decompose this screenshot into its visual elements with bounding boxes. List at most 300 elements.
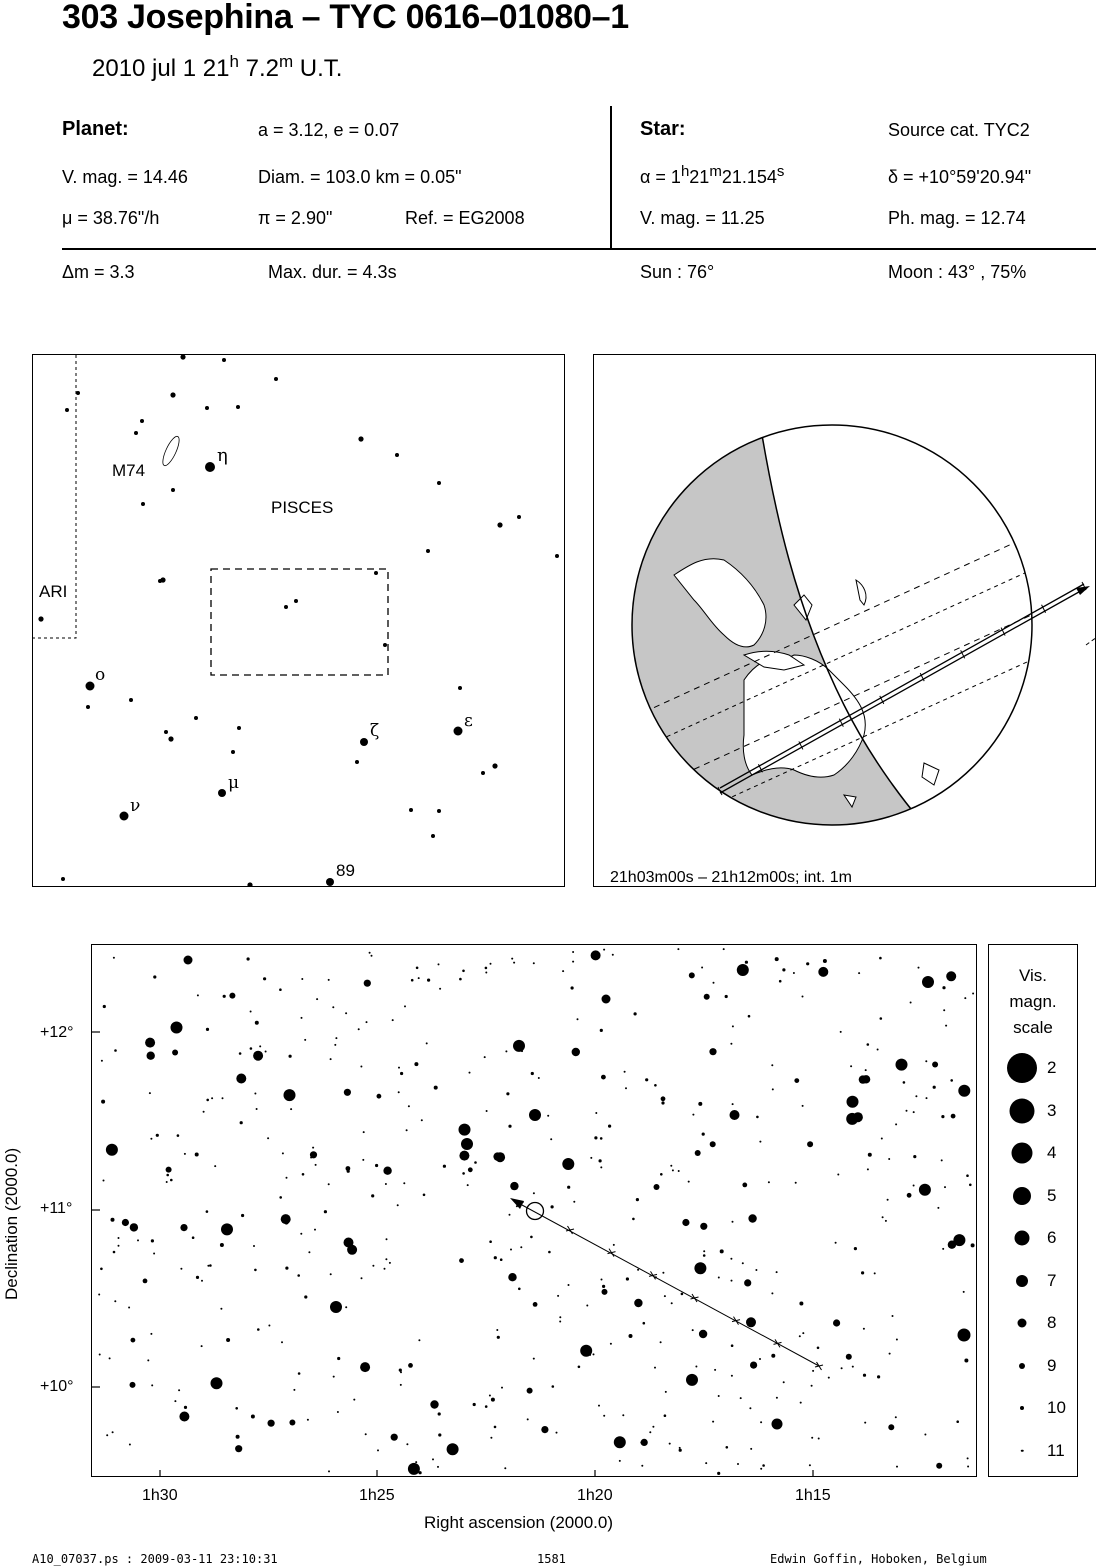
field-star (919, 1184, 931, 1196)
field-star (398, 1067, 400, 1069)
field-star (854, 1247, 857, 1250)
field-star (333, 1376, 335, 1378)
field-star (362, 1159, 364, 1161)
field-star (950, 1079, 953, 1082)
finder-star (236, 405, 240, 409)
field-star (282, 1152, 284, 1154)
max-duration: Max. dur. = 4.3s (268, 262, 397, 282)
field-star (573, 1201, 575, 1203)
field-star (969, 1184, 972, 1187)
field-star (166, 1181, 168, 1183)
field-star (771, 1292, 773, 1294)
finder-star (61, 877, 65, 881)
field-star (964, 997, 966, 999)
field-star (180, 1224, 187, 1231)
finder-star (237, 726, 241, 730)
field-star (967, 1466, 969, 1468)
field-star (858, 972, 860, 974)
legend-magnitude-label: 5 (1047, 1185, 1057, 1205)
field-star (207, 1265, 209, 1267)
field-star (823, 959, 827, 963)
field-star (241, 1214, 244, 1217)
field-star (730, 1258, 732, 1260)
field-star (490, 963, 492, 965)
field-star (943, 1009, 945, 1011)
star-omicron (86, 682, 95, 691)
finder-star (383, 643, 387, 647)
field-star (944, 1186, 946, 1188)
star-zeta-label: ζ (370, 721, 380, 741)
field-star (762, 1464, 765, 1467)
field-star (437, 1466, 439, 1468)
field-star (510, 1249, 512, 1251)
field-star (423, 1194, 426, 1197)
bright-field-star (958, 1329, 971, 1342)
field-star (265, 1051, 267, 1053)
field-star (416, 967, 419, 970)
field-star (783, 1381, 785, 1383)
field-star (377, 1449, 379, 1451)
field-star (533, 962, 535, 964)
field-star (284, 1089, 296, 1101)
magnitude-drop: Δm = 3.3 (62, 262, 135, 282)
field-star (459, 1151, 469, 1161)
field-star (220, 1243, 224, 1247)
star-nu (120, 812, 129, 821)
x-tick-label: 1h25 (359, 1487, 395, 1504)
field-star (279, 988, 282, 991)
field-star (963, 1291, 965, 1293)
field-star (636, 1198, 639, 1201)
date-prefix: 2010 jul 1 21 (92, 55, 230, 82)
legend-title-line: magn. (1009, 992, 1057, 1011)
field-star (462, 970, 465, 973)
field-star (468, 1167, 473, 1172)
field-star (695, 1150, 701, 1156)
field-star (701, 967, 703, 969)
bright-field-star (461, 1138, 473, 1150)
field-star (353, 1399, 355, 1401)
field-star (654, 1184, 660, 1190)
field-star (485, 1405, 488, 1408)
field-star (101, 1100, 105, 1104)
legend-row (989, 1270, 1077, 1321)
field-star (474, 1161, 477, 1164)
field-star (660, 1173, 663, 1176)
star-eta-label: η (217, 445, 228, 466)
field-star (725, 995, 728, 998)
field-star (863, 1374, 866, 1377)
legend-magnitude-dot (1012, 1143, 1033, 1164)
field-star (737, 964, 749, 976)
field-star (903, 1081, 906, 1084)
field-star (335, 1037, 337, 1039)
footer-number: 1581 (537, 1552, 566, 1566)
alpha-prefix: α = 1 (640, 167, 681, 187)
y-tick-label: +11° (40, 1200, 73, 1217)
finder-star (284, 605, 288, 609)
field-star (293, 1389, 295, 1391)
finder-star (555, 554, 559, 558)
finder-background-stars (38, 355, 559, 887)
field-star (541, 1426, 548, 1433)
field-star (664, 1295, 666, 1297)
field-star (755, 1269, 757, 1271)
field-star (775, 957, 779, 961)
finder-star (194, 716, 198, 720)
field-star (750, 1362, 757, 1369)
field-star (907, 1193, 912, 1198)
field-star (151, 1239, 154, 1242)
field-star (567, 1186, 570, 1189)
field-star (960, 1090, 965, 1095)
field-star (406, 1129, 408, 1131)
field-star (494, 1426, 497, 1429)
field-star (670, 1165, 672, 1167)
field-star (304, 1039, 306, 1041)
field-star (332, 1006, 334, 1008)
date-minute-unit: m (278, 52, 294, 71)
field-star (533, 1302, 538, 1307)
field-star (434, 1086, 438, 1090)
legend-row (989, 1228, 1077, 1278)
field-star (847, 1096, 859, 1108)
asteroid-path-ticks (566, 1226, 823, 1370)
field-star (705, 1462, 707, 1464)
field-star (328, 1183, 330, 1185)
field-star (641, 1465, 643, 1467)
field-star (286, 1177, 288, 1179)
field-star (771, 1354, 775, 1358)
field-star (745, 961, 748, 964)
field-star (703, 1250, 705, 1252)
legend-magnitude-dot (1021, 1449, 1024, 1452)
finder-star (160, 577, 165, 582)
field-star (794, 1078, 799, 1083)
field-star (300, 1233, 302, 1235)
finder-star (168, 736, 173, 741)
field-star (328, 979, 330, 981)
field-star (863, 1328, 865, 1330)
field-star (665, 1391, 667, 1393)
field-star (946, 971, 956, 981)
legend-magnitude-dot (1013, 1187, 1031, 1205)
field-star (180, 1268, 182, 1270)
field-star (679, 1447, 681, 1449)
field-star (610, 1343, 612, 1345)
field-star (508, 1125, 511, 1128)
field-star (250, 1047, 253, 1050)
field-star (818, 967, 828, 977)
field-star (918, 967, 920, 969)
field-star (551, 1205, 554, 1208)
field-star (550, 1138, 552, 1140)
field-star (289, 1420, 295, 1426)
field-star (720, 1249, 724, 1253)
field-star (956, 1420, 959, 1423)
field-star (643, 1322, 646, 1325)
field-star (490, 1437, 492, 1439)
field-star (371, 955, 373, 957)
finder-star (294, 599, 298, 603)
field-star (385, 1183, 387, 1185)
constellation-label: PISCES (271, 498, 334, 517)
field-star (375, 1164, 378, 1167)
field-star (718, 1277, 720, 1279)
field-star (744, 1279, 751, 1286)
header-divider-vertical (610, 106, 612, 248)
field-star (632, 1218, 635, 1221)
legend-row (989, 1058, 1077, 1108)
field-star (174, 1400, 176, 1402)
field-star (595, 1112, 597, 1114)
finder-star (76, 391, 80, 395)
field-star (114, 1300, 116, 1302)
field-star (147, 1052, 155, 1060)
field-star (308, 1251, 310, 1253)
star-mu-label: μ (228, 773, 240, 793)
field-star (669, 1443, 671, 1445)
moon-info: Moon : 43° , 75% (888, 262, 1027, 282)
field-star (360, 1362, 370, 1372)
field-star (177, 1134, 180, 1137)
bright-field-star (922, 976, 934, 988)
field-star (192, 1236, 195, 1239)
field-star (201, 1280, 203, 1282)
field-star (147, 1359, 149, 1361)
field-star (414, 1062, 418, 1066)
field-star (809, 1464, 811, 1466)
finder-chart-panel (32, 354, 565, 887)
field-star (748, 1015, 751, 1018)
finder-star (437, 481, 441, 485)
field-star (760, 1468, 762, 1470)
field-star (235, 1407, 238, 1410)
field-star (166, 1174, 169, 1177)
date-suffix: U.T. (293, 55, 343, 82)
field-star (240, 1121, 243, 1124)
field-star (206, 1028, 209, 1031)
field-star (730, 1110, 740, 1120)
field-star (156, 1134, 159, 1137)
field-star (807, 1141, 813, 1147)
field-star (513, 1040, 525, 1052)
field-star (768, 1181, 770, 1183)
field-star (518, 1288, 521, 1291)
field-star (285, 1267, 288, 1270)
globe-svg (594, 355, 1096, 887)
asteroid-path (522, 1205, 819, 1366)
field-star (195, 1153, 199, 1157)
field-star (501, 1387, 503, 1389)
field-star (925, 1060, 927, 1062)
field-star (776, 1271, 778, 1273)
field-star (438, 1412, 441, 1415)
field-star (197, 994, 199, 996)
field-star (112, 1431, 114, 1433)
field-star (731, 1280, 733, 1282)
field-star (145, 1038, 155, 1048)
y-axis-label: Declination (2000.0) (2, 1147, 21, 1300)
planet-parallax: π = 2.90" (258, 208, 333, 228)
star-eta (205, 462, 215, 472)
field-star (945, 1025, 947, 1027)
field-star (267, 1137, 269, 1139)
finder-star (458, 686, 462, 690)
date-hour-unit: h (229, 52, 239, 71)
field-star (386, 1238, 388, 1240)
page-title: 303 Josephina – TYC 0616–01080–1 (62, 0, 629, 36)
field-star (203, 1111, 205, 1113)
star-phmag: Ph. mag. = 12.74 (888, 208, 1026, 228)
field-star (106, 1144, 118, 1156)
field-star (661, 1096, 666, 1101)
planet-motion: μ = 38.76"/h (62, 208, 160, 228)
field-star (184, 1153, 186, 1155)
finder-star (247, 882, 252, 887)
field-star (493, 1152, 501, 1160)
field-star (361, 1277, 363, 1279)
field-star (113, 1251, 116, 1254)
legend-magnitude-label: 11 (1047, 1440, 1065, 1460)
field-star (678, 1170, 680, 1172)
field-star (211, 1377, 223, 1389)
bright-field-star (602, 995, 611, 1004)
field-star (887, 1199, 889, 1201)
field-star (811, 1385, 813, 1387)
field-star (310, 1157, 312, 1159)
field-star (599, 1159, 602, 1162)
field-star (408, 1463, 420, 1475)
field-star (795, 1182, 797, 1184)
field-star (704, 994, 710, 1000)
legend-magnitude-dot (1020, 1406, 1024, 1410)
finder-star (358, 436, 363, 441)
legend-row (989, 1185, 1077, 1236)
field-star (98, 1294, 100, 1296)
date-minutes: 7.2 (238, 55, 279, 82)
star-omicron-label: ο (95, 665, 106, 685)
field-star (933, 1086, 936, 1089)
field-star (865, 1069, 867, 1071)
field-star (459, 1258, 464, 1263)
alpha-seconds: 21.154 (721, 167, 777, 187)
field-star (750, 1448, 752, 1450)
field-star (103, 1180, 105, 1182)
star-right-ascension (640, 163, 784, 188)
finder-star (134, 431, 138, 435)
field-star (118, 1237, 120, 1239)
field-star (817, 1347, 820, 1350)
field-star (624, 1071, 626, 1073)
legend-magnitude-label: 7 (1047, 1270, 1057, 1290)
legend-row (989, 1100, 1077, 1151)
finder-star (481, 771, 485, 775)
field-star (99, 1354, 101, 1356)
field-star (406, 1443, 408, 1445)
field-star (106, 1434, 108, 1436)
star-89-label: 89 (336, 861, 355, 880)
field-star (600, 1137, 603, 1140)
x-tick-label: 1h30 (142, 1487, 178, 1504)
field-star (415, 1461, 417, 1463)
field-star (841, 1367, 843, 1369)
star-mu (218, 789, 226, 797)
field-star (718, 1395, 720, 1397)
field-star (867, 1043, 870, 1046)
field-star (802, 996, 804, 998)
field-star (128, 1307, 130, 1309)
field-star (906, 1110, 908, 1112)
field-star (109, 1357, 111, 1359)
field-star (337, 1357, 340, 1360)
field-star (391, 1434, 398, 1441)
field-star (672, 1169, 674, 1171)
field-star (799, 1302, 803, 1306)
field-star (742, 1183, 747, 1188)
field-star (408, 1105, 410, 1107)
planet-heading: Planet: (62, 118, 129, 140)
finder-star (222, 358, 226, 362)
field-star (731, 1375, 733, 1377)
alpha-hour-unit: h (680, 163, 690, 180)
field-star (301, 1017, 303, 1019)
field-star (695, 1366, 697, 1368)
field-star (400, 1072, 403, 1075)
field-star (251, 1415, 255, 1419)
field-star (268, 1420, 275, 1427)
field-star (861, 1271, 864, 1274)
field-star (591, 950, 601, 960)
field-star (149, 1092, 151, 1094)
legend-title-line: Vis. (1018, 966, 1048, 985)
field-star (895, 1123, 897, 1125)
field-star (229, 993, 235, 999)
field-star (130, 1382, 136, 1388)
field-star (427, 979, 430, 982)
field-star (700, 1223, 707, 1230)
finder-star (497, 522, 502, 527)
field-star (634, 1012, 637, 1015)
legend-magnitude-label: 6 (1047, 1228, 1057, 1247)
field-star (494, 1256, 497, 1259)
field-star (469, 1072, 471, 1074)
legend-magnitude-dot (1010, 1098, 1035, 1123)
field-star (220, 1308, 222, 1310)
field-star (913, 1111, 915, 1113)
field-star (626, 1277, 629, 1280)
finder-chart-svg (33, 355, 565, 887)
finder-star (395, 453, 399, 457)
field-star (171, 1022, 183, 1034)
field-star (913, 1155, 916, 1158)
field-star (312, 1147, 314, 1149)
legend-magnitude-dot (1019, 1363, 1025, 1369)
field-star (438, 963, 440, 965)
field-star (221, 1223, 233, 1235)
field-star (239, 1052, 242, 1055)
field-star (730, 1043, 732, 1045)
field-star (967, 1457, 969, 1459)
field-star (936, 1463, 942, 1469)
globe-panel (593, 354, 1096, 887)
finder-star (170, 392, 175, 397)
field-star (147, 1053, 150, 1056)
field-star (206, 1099, 209, 1102)
field-star (835, 1242, 837, 1244)
field-star (418, 977, 420, 979)
field-star (679, 1449, 682, 1452)
